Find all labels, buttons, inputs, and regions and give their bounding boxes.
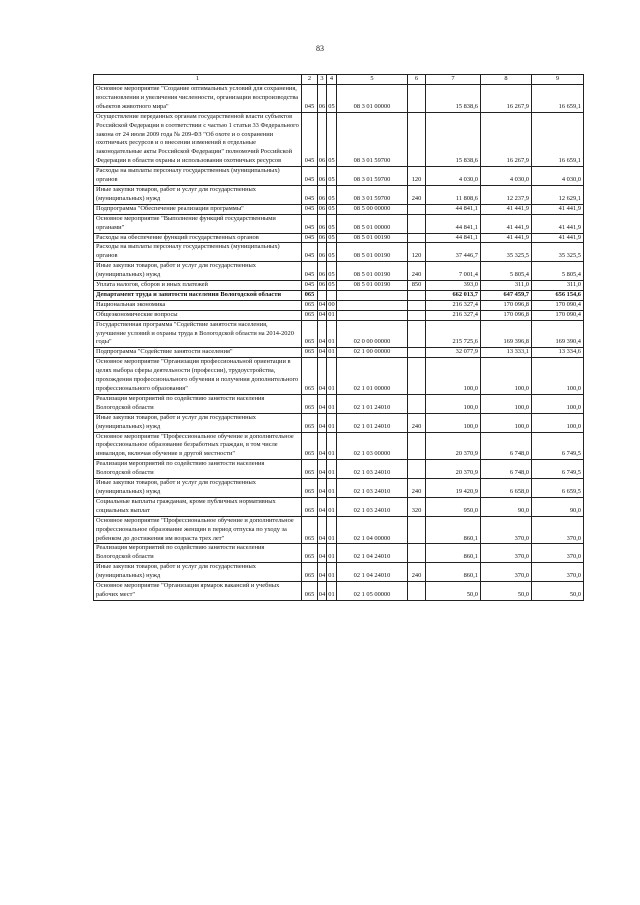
- amount-cell: 41 441,9: [481, 233, 532, 243]
- code-admin-cell: 065: [302, 394, 318, 413]
- amount-cell: 170 096,8: [481, 310, 532, 320]
- amount-cell: 170 090,4: [532, 300, 584, 310]
- amount-cell: 50,0: [532, 582, 584, 601]
- amount-cell: 950,0: [426, 497, 481, 516]
- amount-cell: 100,0: [532, 413, 584, 432]
- code-target-cell: 08 5 01 00000: [337, 214, 408, 233]
- code-type-cell: 240: [408, 185, 426, 204]
- code-type-cell: [408, 300, 426, 310]
- code-admin-cell: 065: [302, 290, 318, 300]
- row-name-cell: Общеэкономические вопросы: [94, 310, 302, 320]
- code-type-cell: [408, 320, 426, 348]
- amount-cell: 4 030,0: [426, 167, 481, 186]
- amount-cell: 32 077,9: [426, 348, 481, 358]
- amount-cell: 216 327,4: [426, 310, 481, 320]
- amount-cell: 4 030,0: [532, 167, 584, 186]
- table-row: [94, 479, 584, 498]
- amount-cell: 215 725,6: [426, 320, 481, 348]
- amount-cell: 6 749,5: [532, 432, 584, 460]
- amount-cell: 19 420,9: [426, 479, 481, 498]
- code-type-cell: 240: [408, 563, 426, 582]
- row-name-cell: Основное мероприятие "Профессиональное обучение и дополнительное профессиональное образование безработных граждан, в том числе инвалидов, включая обучение в другой местности": [94, 432, 302, 460]
- code-subsection-cell: 01: [327, 320, 337, 348]
- code-admin-cell: 045: [302, 167, 318, 186]
- code-admin-cell: 045: [302, 243, 318, 262]
- code-target-cell: 02 1 03 24010: [337, 497, 408, 516]
- amount-cell: 6 659,5: [532, 479, 584, 498]
- code-section-cell: 04: [318, 310, 327, 320]
- amount-cell: 6 658,0: [481, 479, 532, 498]
- code-section-cell: 06: [318, 281, 327, 291]
- code-subsection-cell: 01: [327, 432, 337, 460]
- code-target-cell: 08 5 01 00190: [337, 233, 408, 243]
- code-target-cell: [337, 290, 408, 300]
- amount-cell: 37 446,7: [426, 243, 481, 262]
- code-admin-cell: 065: [302, 348, 318, 358]
- code-section-cell: 04: [318, 358, 327, 395]
- code-section-cell: 04: [318, 460, 327, 479]
- code-subsection-cell: 05: [327, 112, 337, 166]
- amount-cell: 370,0: [481, 544, 532, 563]
- row-name-cell: Иные закупки товаров, работ и услуг для государственных (муниципальных) нужд: [94, 563, 302, 582]
- amount-cell: 20 370,9: [426, 432, 481, 460]
- amount-cell: 860,1: [426, 544, 481, 563]
- code-target-cell: 02 1 04 24010: [337, 544, 408, 563]
- code-type-cell: [408, 516, 426, 544]
- table-row: [94, 214, 584, 233]
- amount-cell: 16 659,1: [532, 112, 584, 166]
- code-subsection-cell: 01: [327, 544, 337, 563]
- amount-cell: 35 325,5: [481, 243, 532, 262]
- amount-cell: 12 629,1: [532, 185, 584, 204]
- table-row: [94, 460, 584, 479]
- row-name-cell: Расходы на обеспечение функций государственных органов: [94, 233, 302, 243]
- table-row: [94, 497, 584, 516]
- amount-cell: 370,0: [532, 544, 584, 563]
- code-subsection-cell: [327, 290, 337, 300]
- header-cell: 9: [532, 75, 584, 85]
- row-name-cell: Иные закупки товаров, работ и услуг для государственных (муниципальных) нужд: [94, 185, 302, 204]
- code-subsection-cell: 01: [327, 310, 337, 320]
- amount-cell: 647 459,7: [481, 290, 532, 300]
- amount-cell: 50,0: [481, 582, 532, 601]
- row-name-cell: Подпрограмма "Обеспечение реализации программы": [94, 204, 302, 214]
- code-target-cell: 02 1 01 24010: [337, 394, 408, 413]
- amount-cell: 44 841,1: [426, 204, 481, 214]
- code-admin-cell: 045: [302, 85, 318, 113]
- amount-cell: 100,0: [481, 394, 532, 413]
- table-row: [94, 300, 584, 310]
- code-admin-cell: 065: [302, 497, 318, 516]
- amount-cell: 13 333,1: [481, 348, 532, 358]
- header-cell: 3: [318, 75, 327, 85]
- amount-cell: 15 838,6: [426, 85, 481, 113]
- amount-cell: 15 838,6: [426, 112, 481, 166]
- row-name-cell: Реализация мероприятий по содействию занятости населения Вологодской области: [94, 460, 302, 479]
- code-type-cell: [408, 358, 426, 395]
- code-target-cell: 08 3 01 59700: [337, 167, 408, 186]
- header-cell: 2: [302, 75, 318, 85]
- row-name-cell: Основное мероприятие "Организация ярмарок вакансий и учебных рабочих мест": [94, 582, 302, 601]
- table-row: [94, 348, 584, 358]
- code-admin-cell: 065: [302, 544, 318, 563]
- code-subsection-cell: 01: [327, 497, 337, 516]
- code-subsection-cell: 05: [327, 214, 337, 233]
- row-name-cell: Иные закупки товаров, работ и услуг для государственных (муниципальных) нужд: [94, 479, 302, 498]
- amount-cell: 370,0: [532, 516, 584, 544]
- code-subsection-cell: 01: [327, 582, 337, 601]
- amount-cell: 6 748,0: [481, 432, 532, 460]
- amount-cell: 5 805,4: [481, 262, 532, 281]
- code-admin-cell: 045: [302, 214, 318, 233]
- budget-table: [93, 74, 584, 601]
- code-type-cell: 240: [408, 262, 426, 281]
- amount-cell: 41 441,9: [481, 204, 532, 214]
- table-row: [94, 262, 584, 281]
- code-target-cell: 08 5 00 00000: [337, 204, 408, 214]
- code-admin-cell: 065: [302, 479, 318, 498]
- code-target-cell: 08 3 01 59700: [337, 185, 408, 204]
- code-target-cell: 02 1 01 00000: [337, 358, 408, 395]
- amount-cell: 169 396,8: [481, 320, 532, 348]
- code-section-cell: 06: [318, 233, 327, 243]
- amount-cell: 370,0: [481, 563, 532, 582]
- code-type-cell: 240: [408, 479, 426, 498]
- code-section-cell: 04: [318, 544, 327, 563]
- header-cell: 5: [337, 75, 408, 85]
- code-section-cell: [318, 290, 327, 300]
- code-subsection-cell: 01: [327, 358, 337, 395]
- table-row: [94, 85, 584, 113]
- amount-cell: 16 267,9: [481, 85, 532, 113]
- code-admin-cell: 065: [302, 358, 318, 395]
- code-admin-cell: 065: [302, 432, 318, 460]
- amount-cell: 100,0: [426, 394, 481, 413]
- code-section-cell: 06: [318, 85, 327, 113]
- code-admin-cell: 065: [302, 582, 318, 601]
- amount-cell: 11 808,6: [426, 185, 481, 204]
- row-name-cell: Уплата налогов, сборов и иных платежей: [94, 281, 302, 291]
- code-section-cell: 04: [318, 497, 327, 516]
- code-type-cell: 320: [408, 497, 426, 516]
- code-type-cell: [408, 432, 426, 460]
- amount-cell: 393,0: [426, 281, 481, 291]
- amount-cell: 100,0: [426, 413, 481, 432]
- code-subsection-cell: 01: [327, 413, 337, 432]
- table-row: [94, 185, 584, 204]
- code-admin-cell: 045: [302, 112, 318, 166]
- code-admin-cell: 065: [302, 563, 318, 582]
- amount-cell: 44 841,1: [426, 233, 481, 243]
- code-target-cell: 02 1 03 24010: [337, 460, 408, 479]
- code-type-cell: [408, 85, 426, 113]
- code-section-cell: 06: [318, 214, 327, 233]
- code-subsection-cell: 05: [327, 281, 337, 291]
- row-name-cell: Осуществление переданных органам государственной власти субъектов Российской Федерации в соответствии с частью 1 статьи 33 Федерального закона от 24 июля 2009 года № 209-ФЗ "Об охоте и о сохранении охотничьих ресурсов и о внесении изменений в отдельные законодательные акты Российской Федерации" полномочий Российской Федерации в области охраны и использования охотничьих ресурсов: [94, 112, 302, 166]
- row-name-cell: Основное мероприятие "Организация профессиональной ориентации в целях выбора сферы деятельности (профессии), трудоустройства, прохождения профессионального обучения и получения дополнительного профессионального образования": [94, 358, 302, 395]
- code-type-cell: [408, 204, 426, 214]
- code-section-cell: 04: [318, 582, 327, 601]
- code-type-cell: [408, 460, 426, 479]
- code-section-cell: 04: [318, 348, 327, 358]
- row-name-cell: Подпрограмма "Содействие занятости населения": [94, 348, 302, 358]
- table-row: [94, 544, 584, 563]
- amount-cell: 90,0: [481, 497, 532, 516]
- amount-cell: 12 237,9: [481, 185, 532, 204]
- table-row: [94, 516, 584, 544]
- code-target-cell: 02 1 01 24010: [337, 413, 408, 432]
- row-name-cell: Департамент труда и занятости населения Вологодской области: [94, 290, 302, 300]
- code-section-cell: 06: [318, 204, 327, 214]
- code-target-cell: 08 5 01 00190: [337, 262, 408, 281]
- amount-cell: 100,0: [426, 358, 481, 395]
- code-section-cell: 06: [318, 262, 327, 281]
- code-type-cell: [408, 582, 426, 601]
- code-section-cell: 06: [318, 185, 327, 204]
- code-section-cell: 06: [318, 243, 327, 262]
- code-subsection-cell: 05: [327, 204, 337, 214]
- code-type-cell: [408, 112, 426, 166]
- code-target-cell: [337, 310, 408, 320]
- header-cell: 6: [408, 75, 426, 85]
- code-target-cell: 02 0 00 00000: [337, 320, 408, 348]
- table-row: [94, 582, 584, 601]
- table-header-row: [94, 75, 584, 85]
- row-name-cell: Иные закупки товаров, работ и услуг для государственных (муниципальных) нужд: [94, 262, 302, 281]
- header-cell: 1: [94, 75, 302, 85]
- row-name-cell: Реализация мероприятий по содействию занятости населения Вологодской области: [94, 394, 302, 413]
- amount-cell: 20 370,9: [426, 460, 481, 479]
- code-section-cell: 04: [318, 563, 327, 582]
- amount-cell: 7 001,4: [426, 262, 481, 281]
- amount-cell: 170 096,8: [481, 300, 532, 310]
- code-subsection-cell: 05: [327, 85, 337, 113]
- code-section-cell: 04: [318, 413, 327, 432]
- code-admin-cell: 045: [302, 281, 318, 291]
- amount-cell: 311,0: [481, 281, 532, 291]
- amount-cell: 16 659,1: [532, 85, 584, 113]
- code-target-cell: 02 1 03 00000: [337, 432, 408, 460]
- code-type-cell: [408, 310, 426, 320]
- table-row: [94, 413, 584, 432]
- code-subsection-cell: 01: [327, 348, 337, 358]
- code-target-cell: 08 5 01 00190: [337, 281, 408, 291]
- amount-cell: 100,0: [532, 358, 584, 395]
- amount-cell: 170 090,4: [532, 310, 584, 320]
- code-subsection-cell: 01: [327, 460, 337, 479]
- amount-cell: 13 334,6: [532, 348, 584, 358]
- table-row: [94, 394, 584, 413]
- code-subsection-cell: 05: [327, 233, 337, 243]
- code-subsection-cell: 05: [327, 243, 337, 262]
- code-target-cell: 02 1 03 24010: [337, 479, 408, 498]
- table-row: [94, 290, 584, 300]
- amount-cell: 41 441,9: [532, 233, 584, 243]
- row-name-cell: Расходы на выплаты персоналу государственных (муниципальных) органов: [94, 243, 302, 262]
- row-name-cell: Государственная программа "Содействие занятости населения, улучшение условий и охраны труда в Вологодской области на 2014-2020 годы": [94, 320, 302, 348]
- code-admin-cell: 045: [302, 185, 318, 204]
- code-type-cell: 850: [408, 281, 426, 291]
- amount-cell: 100,0: [481, 358, 532, 395]
- table-row: [94, 358, 584, 395]
- code-type-cell: [408, 544, 426, 563]
- table-row: [94, 112, 584, 166]
- code-section-cell: 04: [318, 300, 327, 310]
- row-name-cell: Расходы на выплаты персоналу государственных (муниципальных) органов: [94, 167, 302, 186]
- amount-cell: 4 030,0: [481, 167, 532, 186]
- code-target-cell: 08 3 01 59700: [337, 112, 408, 166]
- code-type-cell: [408, 394, 426, 413]
- code-target-cell: 02 1 04 00000: [337, 516, 408, 544]
- code-target-cell: [337, 300, 408, 310]
- code-subsection-cell: 01: [327, 479, 337, 498]
- amount-cell: 370,0: [481, 516, 532, 544]
- code-admin-cell: 065: [302, 516, 318, 544]
- code-type-cell: 240: [408, 413, 426, 432]
- code-admin-cell: 065: [302, 320, 318, 348]
- table-row: [94, 563, 584, 582]
- row-name-cell: Основное мероприятие "Профессиональное обучение и дополнительное профессиональное образование женщин в период отпуска по уходу за ребенком до достижения им возраста трех лет": [94, 516, 302, 544]
- code-subsection-cell: 05: [327, 167, 337, 186]
- table-row: [94, 320, 584, 348]
- code-subsection-cell: 05: [327, 185, 337, 204]
- code-type-cell: [408, 290, 426, 300]
- code-target-cell: 08 3 01 00000: [337, 85, 408, 113]
- code-section-cell: 04: [318, 320, 327, 348]
- table-row: [94, 281, 584, 291]
- table-row: [94, 243, 584, 262]
- amount-cell: 44 841,1: [426, 214, 481, 233]
- code-subsection-cell: 00: [327, 300, 337, 310]
- code-subsection-cell: 05: [327, 262, 337, 281]
- table-row: [94, 310, 584, 320]
- code-admin-cell: 045: [302, 233, 318, 243]
- amount-cell: 656 154,6: [532, 290, 584, 300]
- header-cell: 7: [426, 75, 481, 85]
- code-type-cell: [408, 214, 426, 233]
- code-section-cell: 06: [318, 167, 327, 186]
- row-name-cell: Реализация мероприятий по содействию занятости населения Вологодской области: [94, 544, 302, 563]
- code-section-cell: 06: [318, 112, 327, 166]
- code-subsection-cell: 01: [327, 394, 337, 413]
- amount-cell: 6 748,0: [481, 460, 532, 479]
- amount-cell: 90,0: [532, 497, 584, 516]
- code-admin-cell: 045: [302, 262, 318, 281]
- amount-cell: 100,0: [481, 413, 532, 432]
- code-target-cell: 02 1 05 00000: [337, 582, 408, 601]
- amount-cell: 6 749,5: [532, 460, 584, 479]
- amount-cell: 35 325,5: [532, 243, 584, 262]
- header-cell: 8: [481, 75, 532, 85]
- amount-cell: 216 327,4: [426, 300, 481, 310]
- table-row: [94, 432, 584, 460]
- amount-cell: 860,1: [426, 516, 481, 544]
- amount-cell: 860,1: [426, 563, 481, 582]
- row-name-cell: Основное мероприятие "Создание оптимальных условий для сохранения, восстановления и увеличения численности, организации воспроизводства объектов животного мира": [94, 85, 302, 113]
- code-section-cell: 04: [318, 516, 327, 544]
- row-name-cell: Социальные выплаты гражданам, кроме публичных нормативных социальных выплат: [94, 497, 302, 516]
- table-row: [94, 167, 584, 186]
- amount-cell: 41 441,9: [481, 214, 532, 233]
- code-admin-cell: 045: [302, 204, 318, 214]
- header-cell: 4: [327, 75, 337, 85]
- code-section-cell: 04: [318, 394, 327, 413]
- row-name-cell: Основное мероприятие "Выполнение функций государственными органами": [94, 214, 302, 233]
- code-admin-cell: 065: [302, 300, 318, 310]
- amount-cell: 662 013,7: [426, 290, 481, 300]
- code-admin-cell: 065: [302, 413, 318, 432]
- code-type-cell: 120: [408, 243, 426, 262]
- code-section-cell: 04: [318, 479, 327, 498]
- amount-cell: 100,0: [532, 394, 584, 413]
- amount-cell: 311,0: [532, 281, 584, 291]
- amount-cell: 41 441,9: [532, 204, 584, 214]
- page-number: 83: [316, 44, 324, 53]
- row-name-cell: Национальная экономика: [94, 300, 302, 310]
- code-subsection-cell: 01: [327, 563, 337, 582]
- code-target-cell: 08 5 01 00190: [337, 243, 408, 262]
- code-type-cell: [408, 233, 426, 243]
- code-type-cell: 120: [408, 167, 426, 186]
- code-target-cell: 02 1 00 00000: [337, 348, 408, 358]
- amount-cell: 16 267,9: [481, 112, 532, 166]
- code-admin-cell: 065: [302, 310, 318, 320]
- amount-cell: 5 805,4: [532, 262, 584, 281]
- code-subsection-cell: 01: [327, 516, 337, 544]
- code-type-cell: [408, 348, 426, 358]
- code-target-cell: 02 1 04 24010: [337, 563, 408, 582]
- amount-cell: 169 390,4: [532, 320, 584, 348]
- amount-cell: 41 441,9: [532, 214, 584, 233]
- amount-cell: 50,0: [426, 582, 481, 601]
- table-row: [94, 204, 584, 214]
- table-row: [94, 233, 584, 243]
- code-section-cell: 04: [318, 432, 327, 460]
- amount-cell: 370,0: [532, 563, 584, 582]
- row-name-cell: Иные закупки товаров, работ и услуг для государственных (муниципальных) нужд: [94, 413, 302, 432]
- code-admin-cell: 065: [302, 460, 318, 479]
